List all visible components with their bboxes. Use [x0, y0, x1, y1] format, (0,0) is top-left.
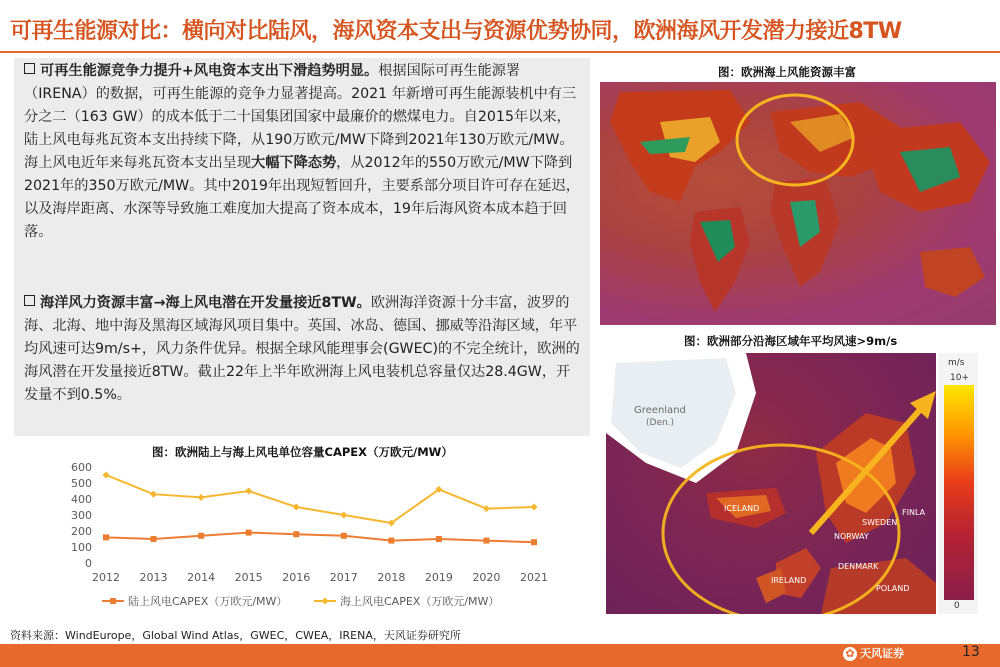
bullet-body: 欧洲海洋资源十分丰富，波罗的海、北海、地中海及黑海区域海风项目集中。英国、冰岛、德国、挪威等沿海区域，年平均风速可达9m/s+，风力条件优异。根据全球风能理事会(GWEC)的不完全统计，欧洲的海风潜在开发量接近8TW。截止22年上半年欧洲海上风电装机总容量仅达28.4GW，开发量不到0.5%。	[24, 295, 580, 403]
chart-caption: 图：欧洲陆上与海上风电单位容量CAPEX（万欧元/MW）	[152, 445, 453, 459]
data-point	[531, 504, 538, 511]
label-greenland-sub: (Den.)	[646, 418, 675, 428]
data-point	[103, 472, 110, 479]
data-point	[198, 533, 204, 539]
map2-caption: 图：欧洲部分沿海区域年平均风速>9m/s	[684, 334, 898, 348]
bullet-offshore-resource	[24, 292, 584, 407]
brand-name: 天风证券	[860, 647, 904, 660]
data-point	[340, 512, 347, 519]
legend-max: 10+	[950, 373, 969, 383]
data-point	[436, 536, 442, 542]
wind-speed-legend	[938, 353, 978, 614]
europe-wind-speed-map	[606, 353, 936, 614]
legend-label: 陆上风电CAPEX（万欧元/MW）	[128, 595, 288, 608]
x-tick-label: 2016	[282, 571, 311, 584]
legend-marker	[110, 598, 116, 604]
world-wind-resource-map	[600, 82, 996, 325]
data-point	[246, 530, 252, 536]
label-norway: NORWAY	[834, 532, 869, 541]
data-point	[245, 488, 252, 495]
title-divider	[0, 51, 1000, 53]
legend-unit: m/s	[948, 358, 965, 368]
label-iceland: ICELAND	[724, 504, 760, 513]
legend-color-bar	[944, 385, 974, 600]
y-tick-label: 600	[71, 461, 92, 474]
data-point	[103, 534, 109, 540]
data-point	[483, 505, 490, 512]
x-tick-label: 2020	[472, 571, 501, 584]
bullet-square-icon	[24, 295, 35, 306]
x-tick-label: 2012	[92, 571, 120, 584]
y-tick-label: 0	[85, 557, 92, 570]
y-tick-label: 300	[71, 509, 92, 522]
x-tick-label: 2014	[187, 571, 216, 584]
data-point	[388, 538, 394, 544]
legend-label: 海上风电CAPEX（万欧元/MW）	[340, 595, 500, 608]
y-tick-label: 500	[71, 477, 92, 490]
bullet-capex-trend	[24, 60, 584, 244]
legend-min: 0	[954, 601, 960, 611]
label-poland: POLAND	[876, 584, 910, 593]
page-number: 13	[962, 644, 980, 660]
series-line-1	[106, 475, 534, 523]
label-denmark: DENMARK	[838, 562, 879, 571]
page-title: 可再生能源对比：横向对比陆风，海风资本支出与资源优势协同，欧洲海风开发潜力接近8TW	[10, 19, 902, 44]
map1-caption: 图：欧洲海上风能资源丰富	[718, 65, 856, 79]
x-tick-label: 2015	[234, 571, 263, 584]
bullet-body: ，从2012年的550万欧元/MW下降到2021年的350万欧元/MW。其中2019年出现短暂回升，主要系部分项目许可存在延迟，以及海岸距离、水深等导致施工难度加大提高了资本成本，19年后海风资本成本趋于回落。	[24, 155, 580, 240]
x-tick-label: 2018	[377, 571, 406, 584]
bullet-square-icon	[24, 63, 35, 74]
label-finland: FINLA	[902, 508, 926, 517]
data-point	[151, 536, 157, 542]
series-line-0	[106, 533, 534, 543]
data-point	[341, 533, 347, 539]
y-tick-label: 100	[71, 541, 92, 554]
bullet-bold-phrase: 大幅下降态势	[251, 155, 337, 171]
label-ireland: IRELAND	[771, 576, 807, 585]
legend-marker	[322, 598, 329, 605]
x-tick-label: 2013	[139, 571, 168, 584]
bullet-body: 根据国际可再生能源署（IRENA）的数据，可再生能源的竞争力显著提高。2021 年新增可再生能源装机中有三分之二（163 GW）的成本低于二十国集团国家中最廉价的燃煤电力。自2015年以来，陆上风电每兆瓦资本支出持续下降，从190万欧元/MW下降到2021年130万欧元/MW。海上风电近年来每兆瓦资本支出呈现	[24, 63, 577, 171]
text-panel	[14, 58, 590, 436]
y-tick-label: 400	[71, 493, 92, 506]
data-point	[293, 531, 299, 537]
x-tick-label: 2021	[520, 571, 548, 584]
source-note: 资料来源：WindEurope，Global Wind Atlas，GWEC，CWEA，IRENA，天风证券研究所	[10, 629, 461, 642]
brand-logo	[843, 645, 904, 661]
data-point	[198, 494, 205, 501]
data-point	[293, 504, 300, 511]
x-tick-label: 2017	[329, 571, 358, 584]
data-point	[531, 539, 537, 545]
data-point	[150, 491, 157, 498]
y-tick-label: 200	[71, 525, 92, 538]
bullet-heading: 可再生能源竞争力提升+风电资本支出下滑趋势明显。	[40, 63, 379, 79]
data-point	[483, 538, 489, 544]
label-sweden: SWEDEN	[862, 518, 898, 527]
flower-logo-icon: ✿	[843, 647, 857, 661]
bullet-heading: 海洋风力资源丰富→海上风电潜在开发量接近8TW。	[40, 295, 371, 311]
capex-line-chart	[14, 455, 590, 635]
x-tick-label: 2019	[424, 571, 453, 584]
label-greenland: Greenland	[634, 405, 686, 416]
